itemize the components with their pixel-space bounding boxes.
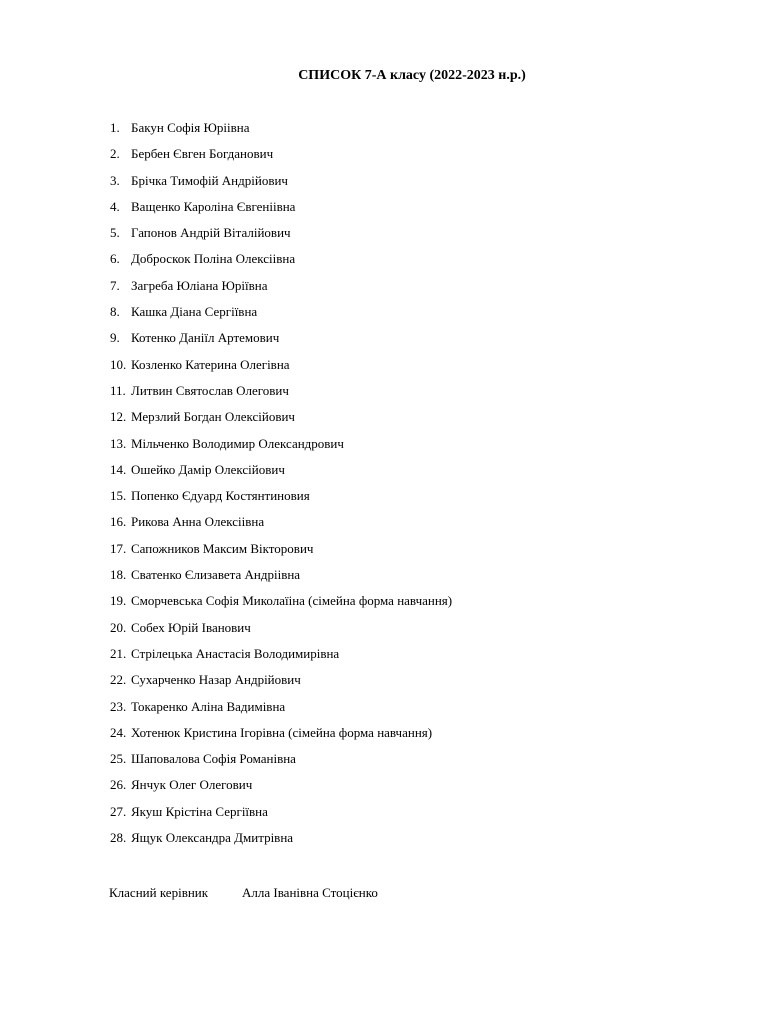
student-name: Сапожников Максим Вікторович <box>131 540 314 556</box>
list-item <box>110 671 452 697</box>
list-item <box>110 803 452 829</box>
list-item-number: 13. <box>110 435 127 451</box>
list-item <box>110 198 452 224</box>
list-item-number: 12. <box>110 409 127 425</box>
student-name: Сморчевська Софія Миколаїіна (сімейна форма навчання) <box>131 593 453 609</box>
list-item-number: 21. <box>110 645 127 661</box>
student-name: Бербен Євген Богданович <box>131 146 274 162</box>
list-item-number: 4. <box>110 198 120 214</box>
list-item <box>110 619 452 645</box>
student-name: Янчук Олег Олегович <box>131 777 253 793</box>
student-name: Котенко Даніїл Артемович <box>131 330 280 346</box>
list-item-number: 15. <box>110 488 127 504</box>
student-name: Токаренко Аліна Вадимівна <box>131 698 286 714</box>
student-name: Гапонов Андрій Віталійович <box>131 225 291 241</box>
signature-line <box>109 884 378 902</box>
list-item <box>110 356 452 382</box>
student-name: Доброскок Поліна Олексіівна <box>131 251 296 267</box>
student-name: Ящук Олександра Дмитрівна <box>131 830 294 846</box>
student-name: Бакун Софія Юріівна <box>131 120 250 135</box>
list-item <box>110 408 452 434</box>
teacher-role: Класний керівник <box>109 885 209 900</box>
student-name: Брічка Тимофій Андрійович <box>131 172 288 188</box>
list-item <box>110 172 452 198</box>
list-item-number: 22. <box>110 672 127 688</box>
list-item <box>110 592 452 618</box>
list-item <box>110 645 452 671</box>
list-item <box>110 119 452 145</box>
student-name: Стрілецька Анастасія Володимирівна <box>131 645 340 661</box>
list-item-number: 3. <box>110 172 120 188</box>
student-name: Козленко Катерина Олегівна <box>131 356 290 372</box>
list-item <box>110 698 452 724</box>
list-item-number: 1. <box>110 120 120 135</box>
list-item-number: 26. <box>110 777 127 793</box>
list-item-number: 20. <box>110 619 127 635</box>
list-item-number: 6. <box>110 251 120 267</box>
list-item-number: 23. <box>110 698 127 714</box>
student-name: Ошейко Дамір Олексійович <box>131 461 285 477</box>
list-item <box>110 382 452 408</box>
list-item-number: 10. <box>110 356 127 372</box>
list-item <box>110 487 452 513</box>
student-name: Мерзлий Богдан Олексійович <box>131 409 295 425</box>
student-name: Шаповалова Софія Романівна <box>131 751 296 767</box>
student-list <box>110 119 452 855</box>
list-item-number: 8. <box>110 304 120 320</box>
student-name: Кашка Діана Сергіївна <box>131 304 258 320</box>
student-name: Рикова Анна Олексіівна <box>131 514 265 530</box>
list-item <box>110 435 452 461</box>
list-item-number: 28. <box>110 830 127 846</box>
list-item-number: 16. <box>110 514 127 530</box>
list-item <box>110 329 452 355</box>
student-name: Сухарченко Назар Андрійович <box>131 672 301 688</box>
student-name: Загреба Юліана Юріївна <box>131 277 268 293</box>
list-item <box>110 250 452 276</box>
list-item <box>110 776 452 802</box>
student-name: Собех Юрій Іванович <box>131 619 251 635</box>
list-item-number: 27. <box>110 803 127 819</box>
list-item-number: 24. <box>110 724 127 740</box>
list-item <box>110 461 452 487</box>
document-title: СПИСОК 7-А класу (2022-2023 н.р.) <box>298 68 526 83</box>
list-item-number: 2. <box>110 146 120 162</box>
list-item-number: 9. <box>110 330 120 346</box>
list-item-number: 11. <box>110 382 126 398</box>
list-item <box>110 145 452 171</box>
list-item <box>110 750 452 776</box>
student-name: Мільченко Володимир Олександрович <box>131 435 344 451</box>
list-item-number: 5. <box>110 225 120 241</box>
student-name: Литвин Святослав Олегович <box>131 382 289 398</box>
list-item-number: 25. <box>110 751 127 767</box>
list-item-number: 7. <box>110 277 120 293</box>
list-item-number: 18. <box>110 567 127 583</box>
list-item <box>110 513 452 539</box>
student-name: Ващенко Кароліна Євгеніівна <box>131 198 296 214</box>
student-name: Якуш Крістіна Сергіївна <box>131 803 268 819</box>
teacher-name: Алла Іванівна Стоцієнко <box>242 885 378 900</box>
list-item <box>110 303 452 329</box>
list-item <box>110 277 452 303</box>
list-item <box>110 224 452 250</box>
list-item <box>110 540 452 566</box>
list-item <box>110 566 452 592</box>
list-item <box>110 724 452 750</box>
student-name: Хотенюк Кристина Ігорівна (сімейна форма навчання) <box>131 724 433 740</box>
list-item-number: 17. <box>110 540 127 556</box>
student-name: Попенко Єдуард Костянтиновия <box>131 488 310 504</box>
list-item-number: 14. <box>110 461 127 477</box>
list-item-number: 19. <box>110 593 127 609</box>
student-name: Сватенко Єлизавета Андріівна <box>131 567 301 583</box>
list-item <box>110 829 452 855</box>
